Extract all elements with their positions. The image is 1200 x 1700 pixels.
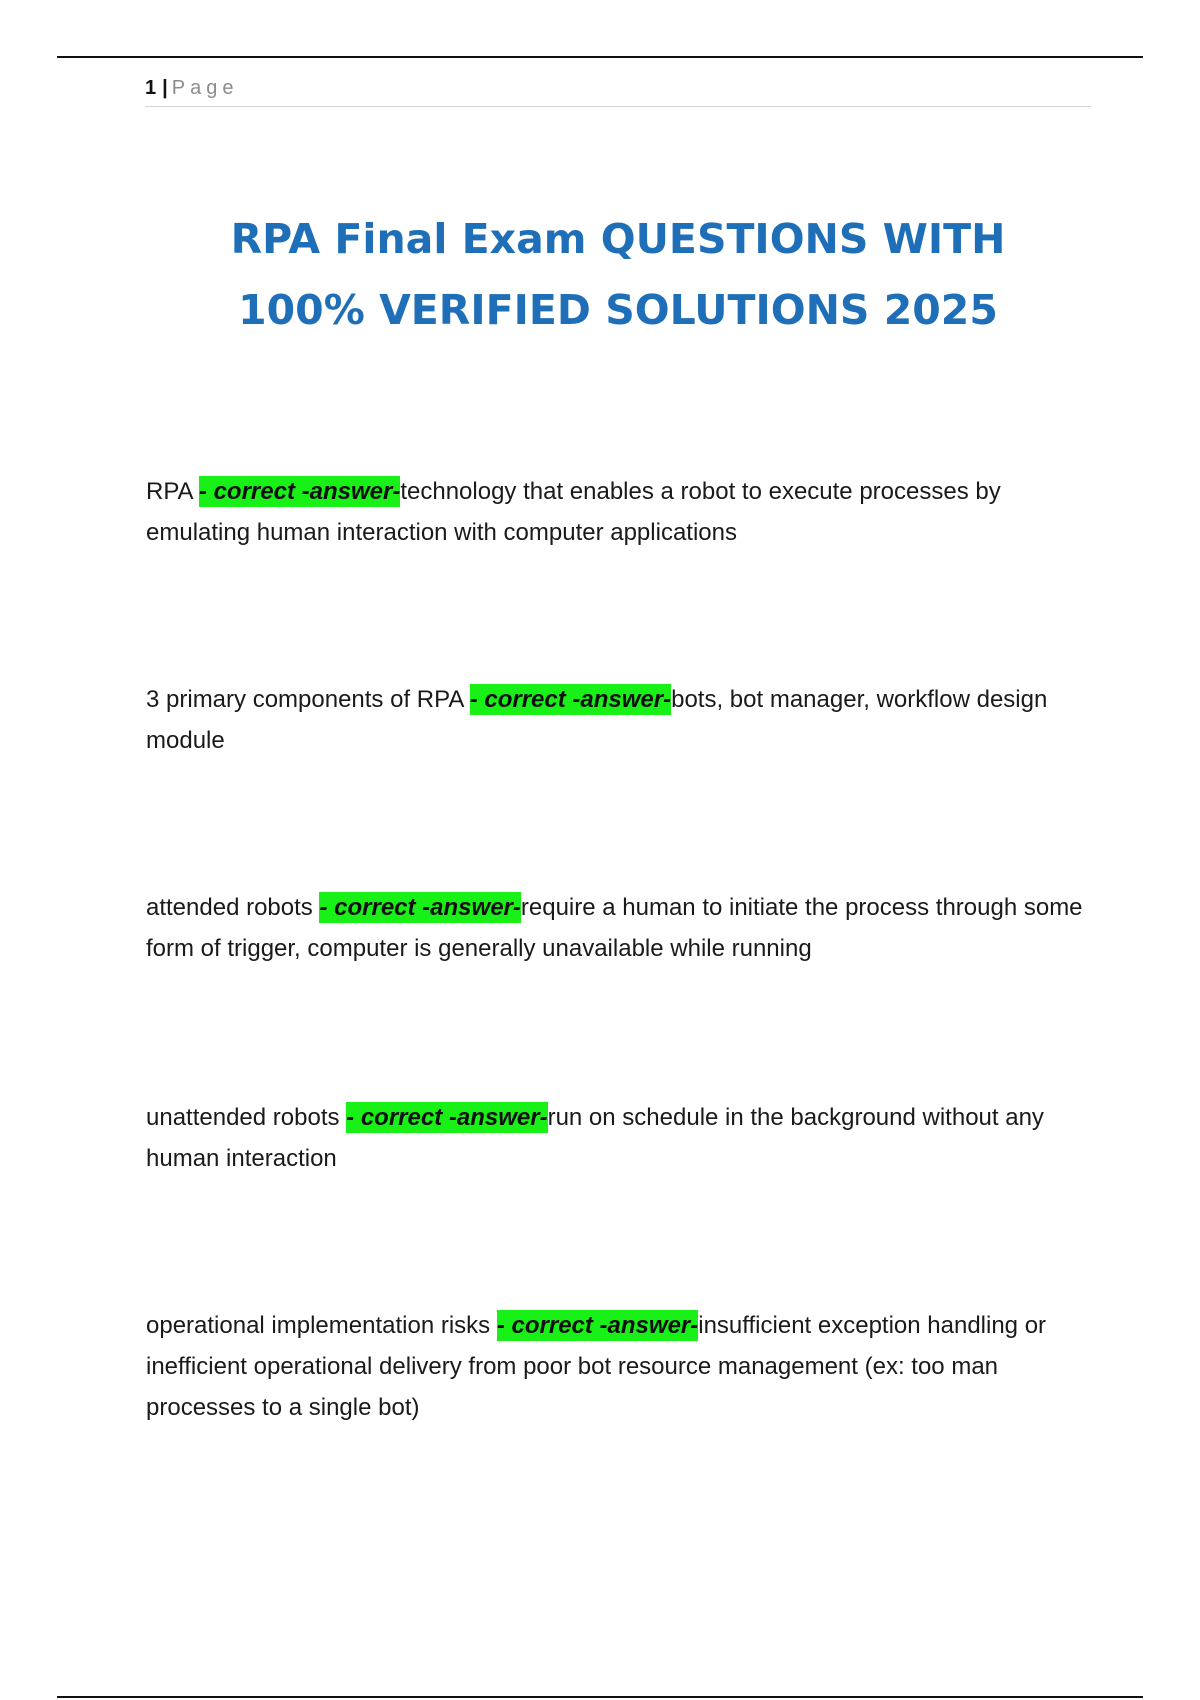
qa-item-primary-components	[146, 679, 1096, 761]
bottom-page-rule	[57, 1696, 1143, 1698]
title-line-2: 100% VERIFIED SOLUTIONS 2025	[238, 286, 998, 334]
document-title	[120, 204, 1116, 346]
qa-term: 3 primary components of RPA	[146, 686, 464, 713]
qa-answer: technology that enables a robot to execute processes by emulating human interaction with computer applications	[146, 478, 1001, 546]
page-number: 1	[145, 77, 157, 99]
page-separator: |	[162, 77, 168, 99]
qa-answer: run on schedule in the background without any human interaction	[146, 1104, 1044, 1172]
qa-item-rpa	[146, 471, 1096, 553]
qa-answer: require a human to initiate the process through some form of trigger, computer is generally unavailable while running	[146, 894, 1083, 962]
qa-answer: insufficient exception handling or inefficient operational delivery from poor bot resource management (ex: too man processes to a single bot)	[146, 1312, 1047, 1421]
qa-term: unattended robots	[146, 1104, 340, 1131]
qa-term: attended robots	[146, 894, 313, 921]
answer-marker-highlight: - correct -answer-	[198, 478, 401, 505]
page-label: Page	[171, 77, 239, 99]
qa-term: RPA	[146, 478, 193, 505]
qa-item-attended-robots	[146, 887, 1096, 969]
answer-marker-highlight: - correct -answer-	[496, 1312, 699, 1339]
answer-marker-highlight: - correct -answer-	[469, 686, 672, 713]
qa-answer: bots, bot manager, workflow design module	[146, 686, 1048, 754]
qa-term: operational implementation risks	[146, 1312, 491, 1339]
title-line-1: RPA Final Exam QUESTIONS WITH	[230, 215, 1006, 263]
qa-item-unattended-robots	[146, 1097, 1096, 1179]
qa-item-operational-risks	[146, 1305, 1096, 1428]
answer-marker-highlight: - correct -answer-	[346, 1104, 548, 1131]
answer-marker-highlight: - correct -answer-	[319, 894, 521, 921]
top-page-rule	[57, 56, 1143, 58]
page-header	[145, 74, 1091, 107]
